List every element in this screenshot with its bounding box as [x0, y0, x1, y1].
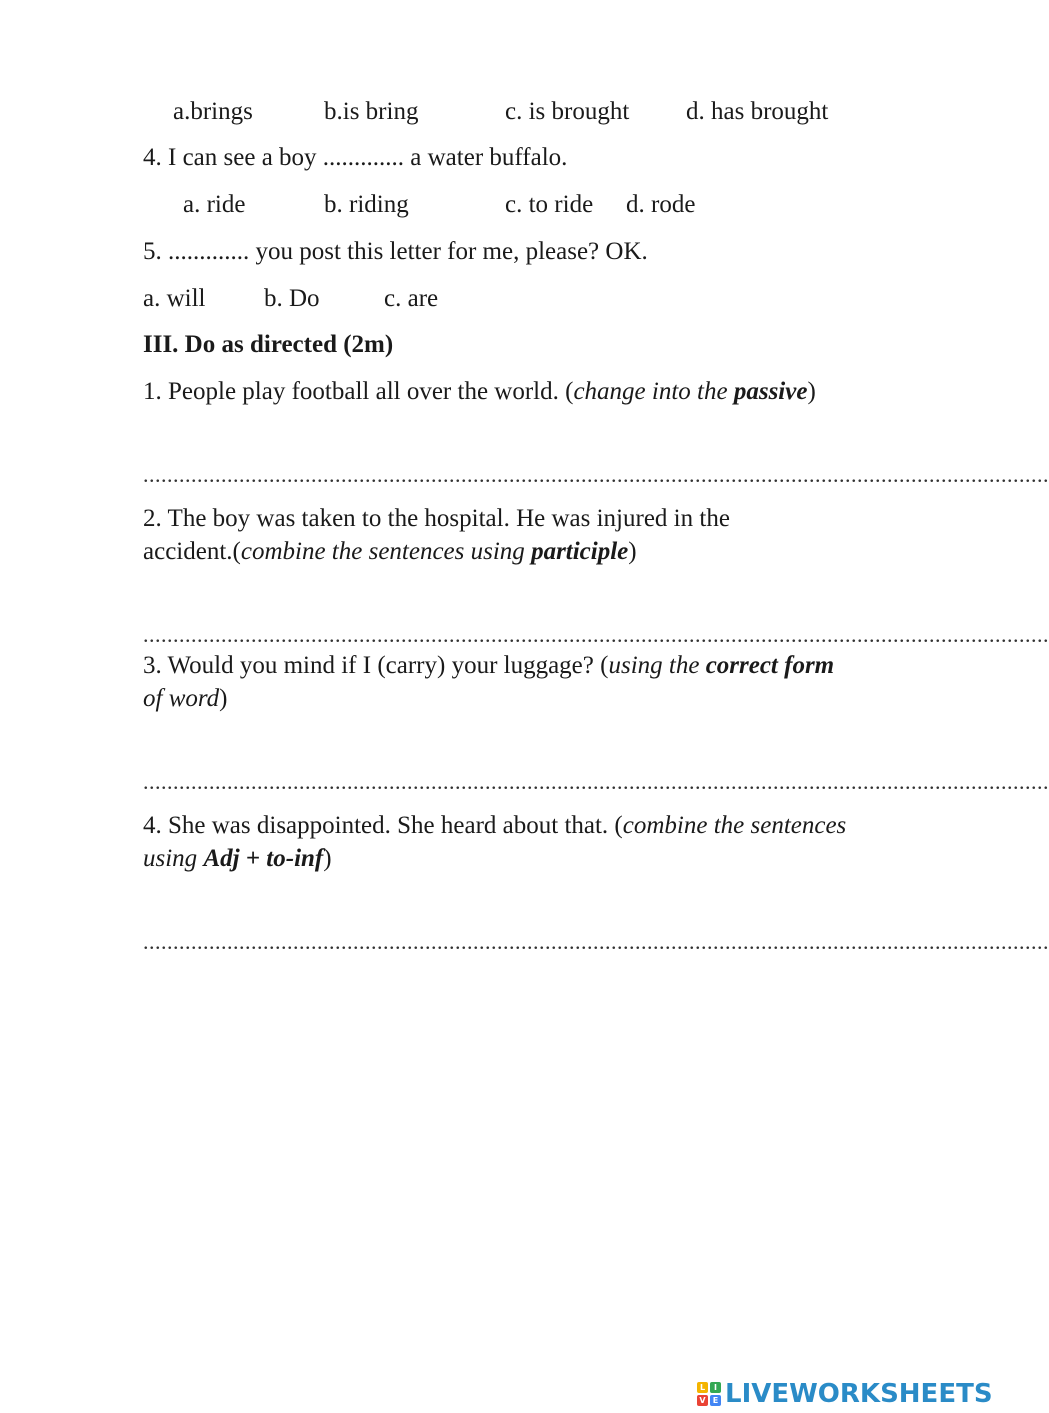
- q3-option-d[interactable]: d. has brought: [686, 98, 829, 125]
- item3-text-line2: of word): [143, 685, 228, 712]
- section-title: III. Do as directed (2m): [143, 331, 394, 358]
- item4-answer-line[interactable]: .......................................................................................................................................................: [143, 929, 1049, 954]
- q5-question: 5. ............. you post this letter for me, please? OK.: [143, 238, 648, 265]
- logo-letter: L: [697, 1382, 708, 1393]
- item1-text: 1. People play football all over the world. (change into the passive): [143, 378, 816, 405]
- q3-option-c[interactable]: c. is brought: [505, 98, 630, 125]
- q5-option-a[interactable]: a. will: [143, 285, 206, 312]
- item3-text-line1: 3. Would you mind if I (carry) your luggage? (using the correct form: [143, 652, 835, 679]
- q4-option-c[interactable]: c. to ride: [505, 191, 594, 218]
- q3-option-b[interactable]: b.is bring: [324, 98, 419, 125]
- item2-text-line1: 2. The boy was taken to the hospital. He was injured in the: [143, 505, 730, 532]
- q4-question: 4. I can see a boy ............. a water buffalo.: [143, 144, 568, 171]
- liveworksheets-logo: [697, 1378, 993, 1410]
- item2-answer-line[interactable]: .......................................................................................................................................................: [143, 622, 1049, 647]
- logo-letter: V: [697, 1395, 708, 1406]
- logo-letter: I: [710, 1382, 721, 1393]
- item2-text-line2: accident.(combine the sentences using participle): [143, 538, 637, 565]
- q4-option-d[interactable]: d. rode: [626, 191, 696, 218]
- q5-option-b[interactable]: b. Do: [264, 285, 320, 312]
- item4-text-line2: using Adj + to-inf): [143, 845, 332, 872]
- q5-option-c[interactable]: c. are: [384, 285, 439, 312]
- item4-text-line1: 4. She was disappointed. She heard about that. (combine the sentences: [143, 812, 847, 839]
- logo-text: LIVEWORKSHEETS: [725, 1379, 993, 1409]
- logo-grid-icon: [697, 1382, 721, 1406]
- logo-letter: E: [710, 1395, 721, 1406]
- item1-answer-line[interactable]: .......................................................................................................................................................: [143, 462, 1049, 487]
- q4-option-b[interactable]: b. riding: [324, 191, 409, 218]
- q4-option-a[interactable]: a. ride: [183, 191, 246, 218]
- q3-option-a[interactable]: a.brings: [173, 98, 253, 125]
- item3-answer-line[interactable]: .......................................................................................................................................................: [143, 769, 1049, 794]
